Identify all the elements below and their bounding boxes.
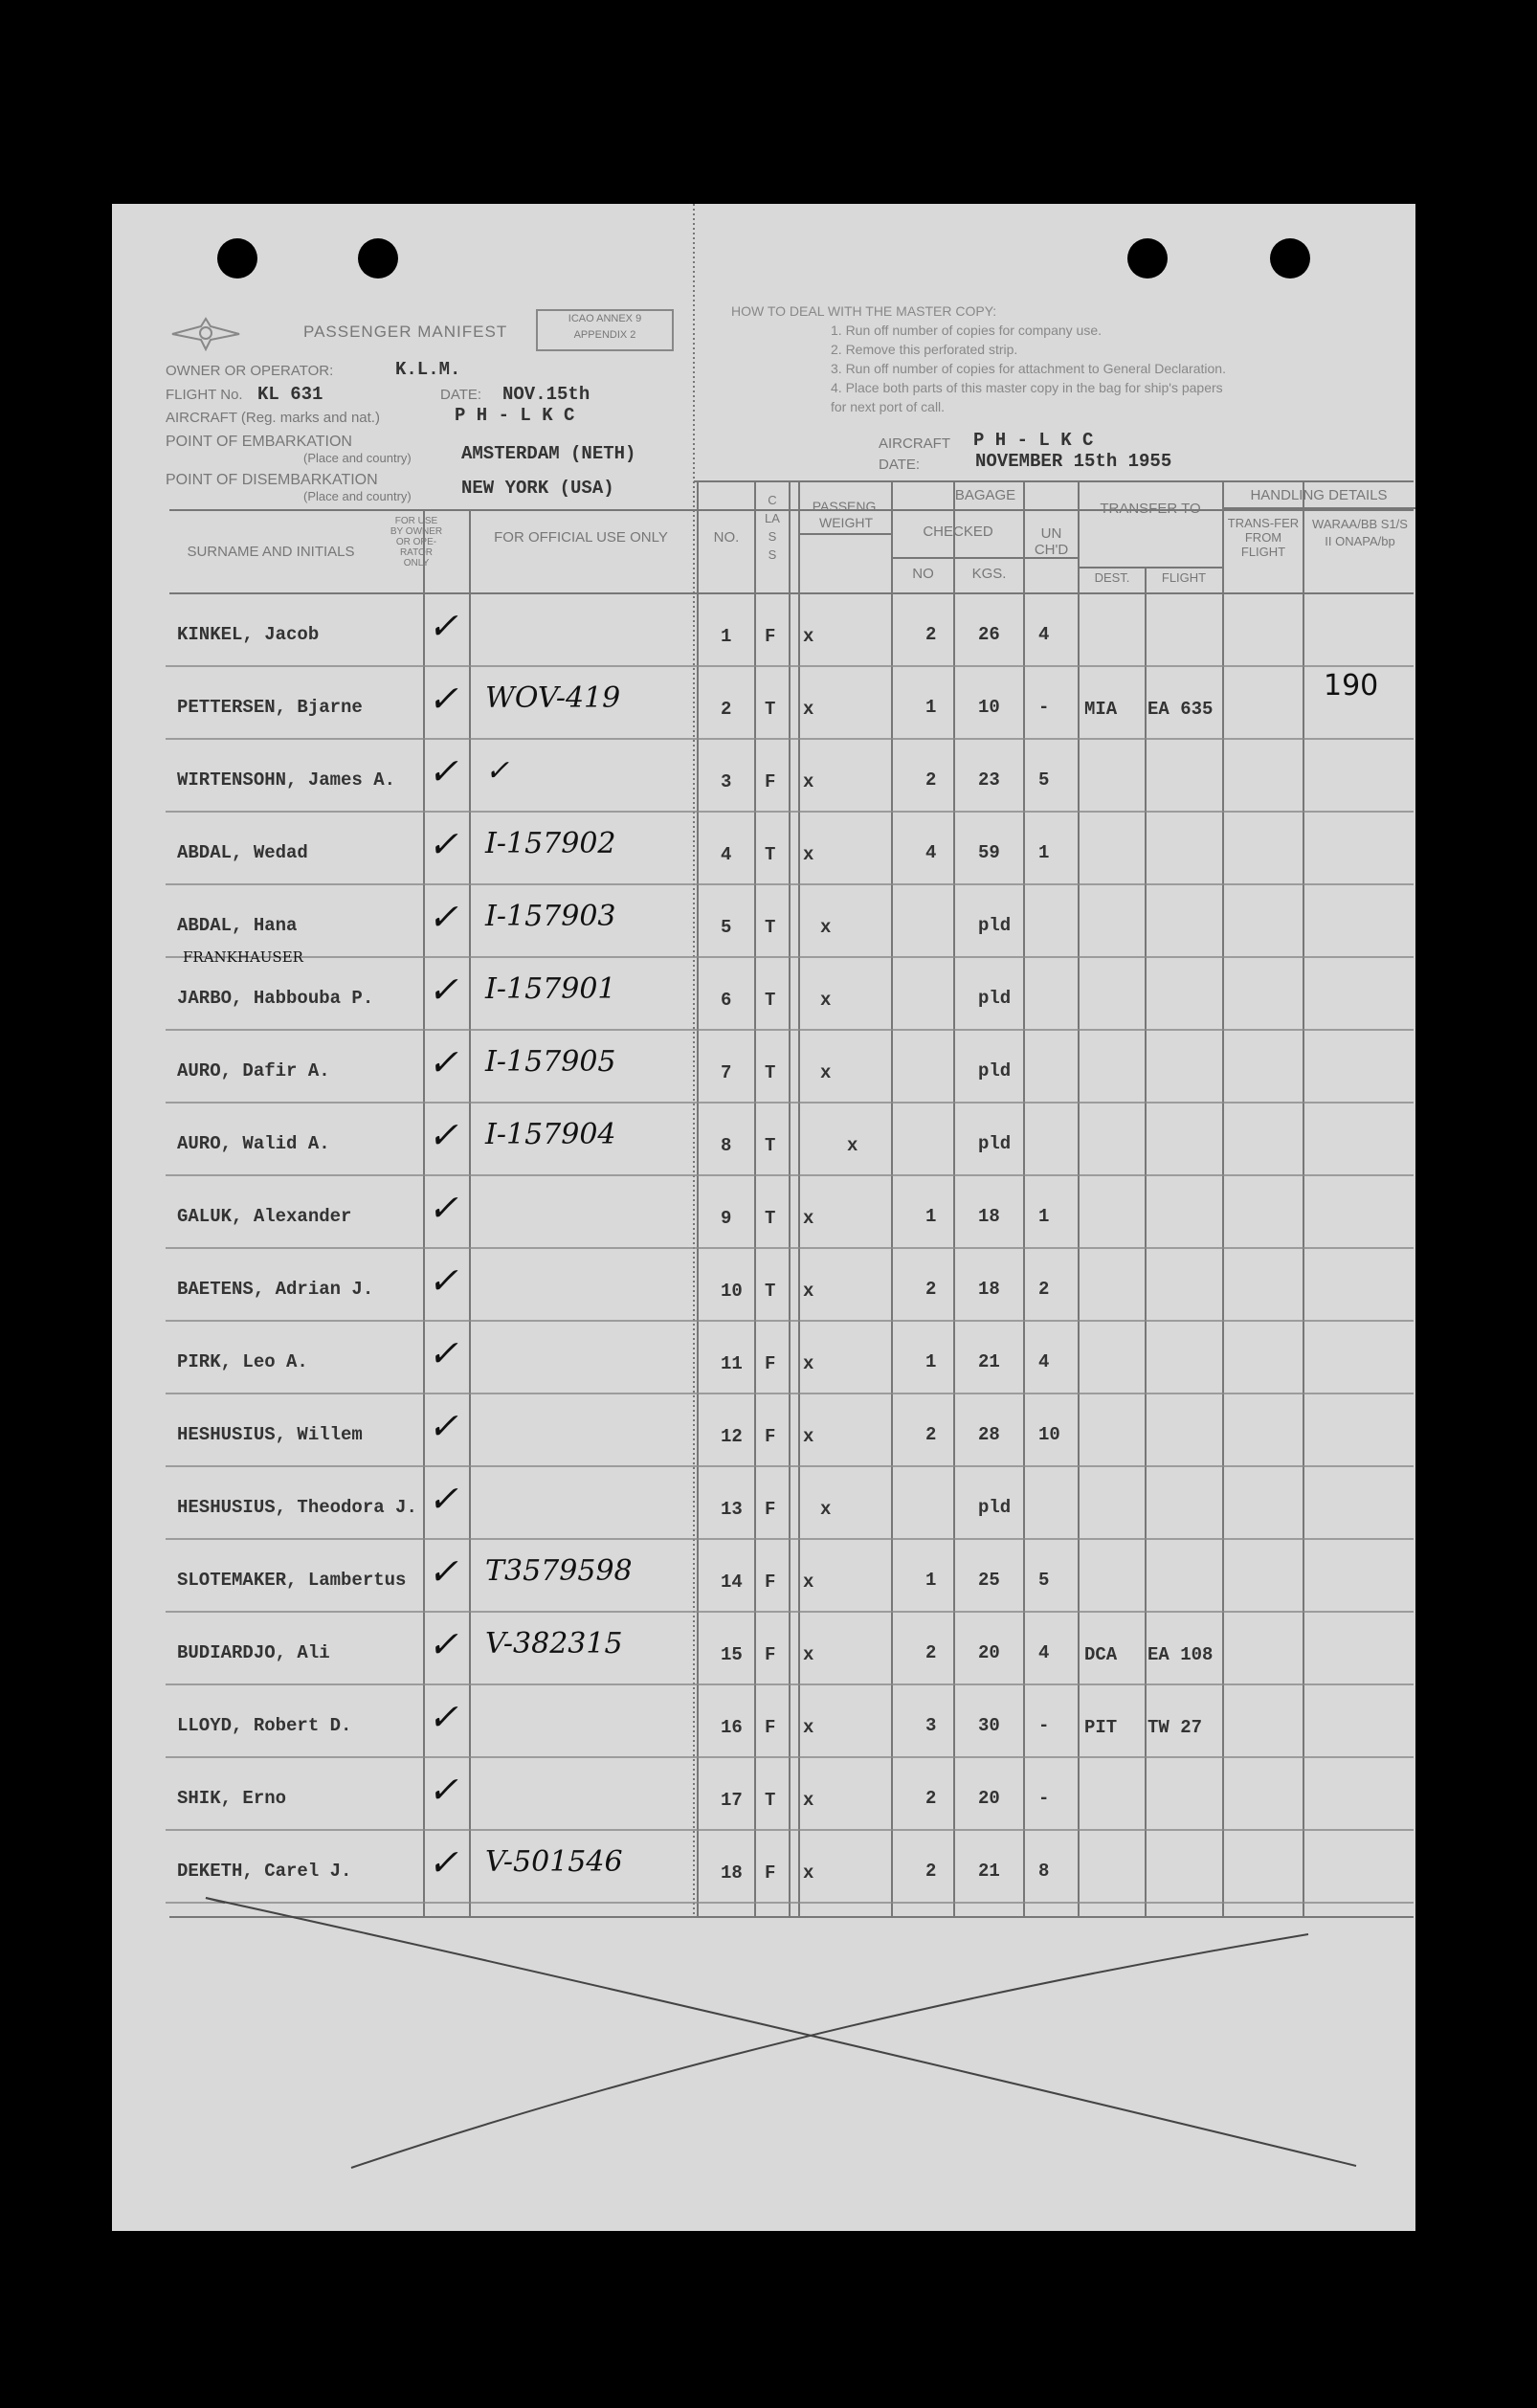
bag-count: 2 xyxy=(925,1642,937,1663)
bag-count: 1 xyxy=(925,697,937,718)
col-dest: DEST. xyxy=(1094,570,1130,585)
unchecked-bags: - xyxy=(1038,1715,1050,1736)
bag-count: 2 xyxy=(925,624,937,645)
bag-kgs: 20 xyxy=(978,1788,1000,1809)
aircraft-value: P H - L K C xyxy=(455,405,575,426)
col-bagage: BAGAGE xyxy=(954,487,1016,503)
table-row xyxy=(112,748,1415,821)
owner-check: ✓ xyxy=(428,750,458,792)
annex-line2: APPENDIX 2 xyxy=(573,329,636,341)
table-row xyxy=(112,603,1415,676)
owner-check: ✓ xyxy=(428,1550,458,1593)
table-row xyxy=(112,1621,1415,1694)
unchecked-bags: 1 xyxy=(1038,1206,1050,1227)
table-row xyxy=(112,1549,1415,1621)
bag-count: 1 xyxy=(925,1351,937,1372)
unchecked-bags: 1 xyxy=(1038,842,1050,863)
class-cell: T xyxy=(765,1062,776,1083)
bag-count: 1 xyxy=(925,1206,937,1227)
instructions-block xyxy=(731,301,1226,416)
passenger-name: HESHUSIUS, Willem xyxy=(177,1424,363,1445)
class-cell: T xyxy=(765,990,776,1011)
class-cell: F xyxy=(765,1862,776,1884)
class-cell: F xyxy=(765,1572,776,1593)
instr-aircraft-value: P H - L K C xyxy=(973,430,1094,451)
col-transfer-to: TRANSFER TO xyxy=(1100,501,1201,517)
bag-count: 1 xyxy=(925,1570,937,1591)
embark-value: AMSTERDAM (NETH) xyxy=(461,443,636,464)
class-cell: F xyxy=(765,1499,776,1520)
passenger-name: GALUK, Alexander xyxy=(177,1206,352,1227)
passenger-name: KINKEL, Jacob xyxy=(177,624,320,645)
bag-kgs: 20 xyxy=(978,1642,1000,1663)
bag-kgs: 26 xyxy=(978,624,1000,645)
col-waraa: WARAA/BB S1/S II ONAPA/bp xyxy=(1312,517,1408,548)
passenger-name: SHIK, Erno xyxy=(177,1788,287,1809)
passenger-name: AURO, Walid A. xyxy=(177,1133,330,1154)
passenger-name: BUDIARDJO, Ali xyxy=(177,1642,330,1663)
passenger-name: JARBO, Habbouba P. xyxy=(177,988,374,1009)
passenger-name: PIRK, Leo A. xyxy=(177,1351,308,1372)
col-transfer-from: TRANS-FER FROM FLIGHT xyxy=(1227,516,1300,559)
owner-check: ✓ xyxy=(428,1332,458,1374)
seq-no: 18 xyxy=(721,1862,743,1884)
bag-count: 3 xyxy=(925,1715,937,1736)
bag-kgs: pld xyxy=(978,1133,1012,1154)
aircraft-label: AIRCRAFT (Reg. marks and nat.) xyxy=(166,410,380,426)
col-surname: SURNAME AND INITIALS xyxy=(187,544,355,560)
owner-check: ✓ xyxy=(428,1841,458,1884)
col-checked: CHECKED xyxy=(923,524,993,540)
unchecked-bags: 2 xyxy=(1038,1279,1050,1300)
date-label: DATE: xyxy=(440,387,482,403)
annex-line1: ICAO ANNEX 9 xyxy=(568,313,642,324)
seq-no: 3 xyxy=(721,771,732,792)
table-row xyxy=(112,894,1415,967)
bag-kgs: 28 xyxy=(978,1424,1000,1445)
transfer-dest: DCA xyxy=(1084,1644,1118,1665)
bag-kgs: 25 xyxy=(978,1570,1000,1591)
unchecked-bags: 4 xyxy=(1038,624,1050,645)
table-row xyxy=(112,1694,1415,1767)
bag-kgs: 21 xyxy=(978,1351,1000,1372)
instr-aircraft-label: AIRCRAFT xyxy=(879,435,950,452)
table-row xyxy=(112,821,1415,894)
class-cell: F xyxy=(765,1353,776,1374)
transfer-dest: MIA xyxy=(1084,699,1118,720)
seq-no: 15 xyxy=(721,1644,743,1665)
flight-value: KL 631 xyxy=(257,384,323,405)
weight-mark-1: x xyxy=(803,699,814,720)
disembark-value: NEW YORK (USA) xyxy=(461,478,614,499)
unchecked-bags: 8 xyxy=(1038,1861,1050,1882)
weight-mark-1: x xyxy=(803,844,814,865)
passenger-name: AURO, Dafir A. xyxy=(177,1060,330,1081)
weight-mark-1: x xyxy=(803,1426,814,1447)
bag-count: 2 xyxy=(925,1279,937,1300)
instruction-item: for next port of call. xyxy=(831,399,946,414)
table-row xyxy=(112,676,1415,748)
bag-count: 2 xyxy=(925,769,937,791)
seq-no: 13 xyxy=(721,1499,743,1520)
official-entry: I-157904 xyxy=(485,1118,616,1151)
table-row xyxy=(112,1767,1415,1839)
bag-count: 4 xyxy=(925,842,937,863)
official-entry: I-157903 xyxy=(485,900,616,933)
class-cell: F xyxy=(765,1717,776,1738)
seq-no: 8 xyxy=(721,1135,732,1156)
col-no: NO. xyxy=(713,529,740,546)
official-entry: T3579598 xyxy=(485,1554,633,1588)
table-row xyxy=(112,1476,1415,1549)
annex-box xyxy=(536,309,674,351)
seq-no: 12 xyxy=(721,1426,743,1447)
bag-kgs: 21 xyxy=(978,1861,1000,1882)
class-cell: T xyxy=(765,699,776,720)
table-row xyxy=(112,1112,1415,1185)
owner-check: ✓ xyxy=(428,896,458,938)
official-entry: ✓ xyxy=(485,754,510,788)
class-cell: F xyxy=(765,626,776,647)
class-cell: T xyxy=(765,1135,776,1156)
instruction-item: 4. Place both parts of this master copy in the bag for ship's papers xyxy=(831,380,1223,395)
passenger-name: SLOTEMAKER, Lambertus xyxy=(177,1570,407,1591)
owner-check: ✓ xyxy=(428,1187,458,1229)
weight-mark-2: x xyxy=(820,917,832,938)
instr-date-label: DATE: xyxy=(879,457,921,473)
date-value: NOV.15th xyxy=(502,384,590,405)
annotation-frankhauser: FRANKHAUSER xyxy=(183,948,303,966)
owner-check: ✓ xyxy=(428,1041,458,1083)
transfer-flight: EA 108 xyxy=(1147,1644,1214,1665)
table-row xyxy=(112,967,1415,1039)
seq-no: 5 xyxy=(721,917,732,938)
disembark-label: POINT OF DISEMBARKATION xyxy=(166,472,378,488)
owner-check: ✓ xyxy=(428,1260,458,1302)
weight-mark-3: x xyxy=(847,1135,858,1156)
passenger-name: PETTERSEN, Bjarne xyxy=(177,697,363,718)
bag-count: 2 xyxy=(925,1861,937,1882)
unchecked-bags: 4 xyxy=(1038,1642,1050,1663)
disembark-sub: (Place and country) xyxy=(303,489,412,503)
unchecked-bags: 5 xyxy=(1038,769,1050,791)
seq-no: 7 xyxy=(721,1062,732,1083)
weight-mark-2: x xyxy=(820,1499,832,1520)
owner-check: ✓ xyxy=(428,823,458,865)
class-cell: T xyxy=(765,1208,776,1229)
weight-mark-1: x xyxy=(803,1353,814,1374)
klm-logo xyxy=(167,317,244,351)
bag-kgs: 18 xyxy=(978,1206,1000,1227)
col-handling: HANDLING DETAILS xyxy=(1250,487,1388,503)
seq-no: 1 xyxy=(721,626,732,647)
weight-mark-2: x xyxy=(820,1062,832,1083)
instructions-title: HOW TO DEAL WITH THE MASTER COPY: xyxy=(731,303,997,319)
weight-mark-1: x xyxy=(803,1208,814,1229)
official-entry: I-157905 xyxy=(485,1045,616,1079)
col-weight: PASSENG. WEIGHT xyxy=(812,499,880,530)
seq-no: 4 xyxy=(721,844,732,865)
col-bag-no: NO xyxy=(912,566,934,582)
seq-no: 14 xyxy=(721,1572,743,1593)
weight-mark-1: x xyxy=(803,1644,814,1665)
bag-kgs: pld xyxy=(978,1497,1012,1518)
weight-mark-1: x xyxy=(803,771,814,792)
bag-kgs: pld xyxy=(978,988,1012,1009)
class-cell: F xyxy=(765,771,776,792)
weight-mark-1: x xyxy=(803,626,814,647)
manifest-sheet xyxy=(112,204,1415,2231)
instruction-item: 1. Run off number of copies for company use. xyxy=(831,323,1103,338)
official-entry: WOV-419 xyxy=(485,681,621,715)
col-flight: FLIGHT xyxy=(1161,570,1207,585)
passenger-name: ABDAL, Wedad xyxy=(177,842,308,863)
bag-kgs: 10 xyxy=(978,697,1000,718)
table-row xyxy=(112,1330,1415,1403)
owner-check: ✓ xyxy=(428,1405,458,1447)
instruction-item: 2. Remove this perforated strip. xyxy=(831,342,1018,357)
unchecked-bags: 4 xyxy=(1038,1351,1050,1372)
instruction-item: 3. Run off number of copies for attachment to General Declaration. xyxy=(831,361,1226,376)
official-entry: I-157901 xyxy=(485,972,616,1006)
bag-kgs: 30 xyxy=(978,1715,1000,1736)
owner-check: ✓ xyxy=(428,1478,458,1520)
unchecked-bags: 5 xyxy=(1038,1570,1050,1591)
embark-sub: (Place and country) xyxy=(303,451,412,465)
owner-check: ✓ xyxy=(428,1696,458,1738)
owner-check: ✓ xyxy=(428,678,458,720)
instr-date-value: NOVEMBER 15th 1955 xyxy=(975,451,1172,472)
bag-kgs: pld xyxy=(978,915,1012,936)
weight-mark-1: x xyxy=(803,1572,814,1593)
unchecked-bags: - xyxy=(1038,1788,1050,1809)
owner-label: OWNER OR OPERATOR: xyxy=(166,363,334,379)
table-row xyxy=(112,1839,1415,1912)
flight-label: FLIGHT No. xyxy=(166,387,243,403)
bag-count: 2 xyxy=(925,1424,937,1445)
seq-no: 17 xyxy=(721,1790,743,1811)
bag-kgs: 18 xyxy=(978,1279,1000,1300)
weight-mark-1: x xyxy=(803,1281,814,1302)
class-cell: T xyxy=(765,1281,776,1302)
col-owner-use: FOR USE BY OWNER OR OPE-RATOR ONLY xyxy=(390,516,443,569)
class-cell: T xyxy=(765,844,776,865)
owner-check: ✓ xyxy=(428,969,458,1011)
bag-count: 2 xyxy=(925,1788,937,1809)
unchecked-bags: - xyxy=(1038,697,1050,718)
weight-mark-1: x xyxy=(803,1717,814,1738)
seq-no: 16 xyxy=(721,1717,743,1738)
weight-mark-1: x xyxy=(803,1862,814,1884)
official-entry: V-382315 xyxy=(485,1627,623,1661)
transfer-flight: TW 27 xyxy=(1147,1717,1203,1738)
col-unchd: UN CH'D xyxy=(1034,525,1069,558)
col-kgs: KGS. xyxy=(971,566,1007,582)
passenger-name: ABDAL, Hana xyxy=(177,915,298,936)
seq-no: 6 xyxy=(721,990,732,1011)
passenger-name: DEKETH, Carel J. xyxy=(177,1861,352,1882)
manifest-title: PASSENGER MANIFEST xyxy=(303,323,508,341)
owner-value: K.L.M. xyxy=(395,359,461,380)
seq-no: 9 xyxy=(721,1208,732,1229)
class-cell: F xyxy=(765,1644,776,1665)
passenger-name: BAETENS, Adrian J. xyxy=(177,1279,374,1300)
seq-no: 10 xyxy=(721,1281,743,1302)
table-row xyxy=(112,1185,1415,1258)
transfer-dest: PIT xyxy=(1084,1717,1118,1738)
passenger-name: WIRTENSOHN, James A. xyxy=(177,769,396,791)
weight-mark-1: x xyxy=(803,1790,814,1811)
class-cell: T xyxy=(765,917,776,938)
table-row xyxy=(112,1258,1415,1330)
col-official: FOR OFFICIAL USE ONLY xyxy=(494,529,668,546)
bag-kgs: 23 xyxy=(978,769,1000,791)
seq-no: 2 xyxy=(721,699,732,720)
passenger-name: HESHUSIUS, Theodora J. xyxy=(177,1497,417,1518)
seq-no: 11 xyxy=(721,1353,743,1374)
owner-check: ✓ xyxy=(428,605,458,647)
embark-label: POINT OF EMBARKATION xyxy=(166,434,352,450)
owner-check: ✓ xyxy=(428,1114,458,1156)
class-cell: F xyxy=(765,1426,776,1447)
transfer-flight: EA 635 xyxy=(1147,699,1214,720)
class-cell: T xyxy=(765,1790,776,1811)
annotation-190: 190 xyxy=(1324,669,1379,702)
table-row xyxy=(112,1039,1415,1112)
weight-mark-2: x xyxy=(820,990,832,1011)
bag-kgs: 59 xyxy=(978,842,1000,863)
owner-check: ✓ xyxy=(428,1623,458,1665)
unchecked-bags: 10 xyxy=(1038,1424,1060,1445)
passenger-name: LLOYD, Robert D. xyxy=(177,1715,352,1736)
official-entry: I-157902 xyxy=(485,827,616,860)
owner-check: ✓ xyxy=(428,1769,458,1811)
bag-kgs: pld xyxy=(978,1060,1012,1081)
table-row xyxy=(112,1403,1415,1476)
official-entry: V-501546 xyxy=(485,1845,623,1879)
col-class: CLASS xyxy=(765,493,780,562)
